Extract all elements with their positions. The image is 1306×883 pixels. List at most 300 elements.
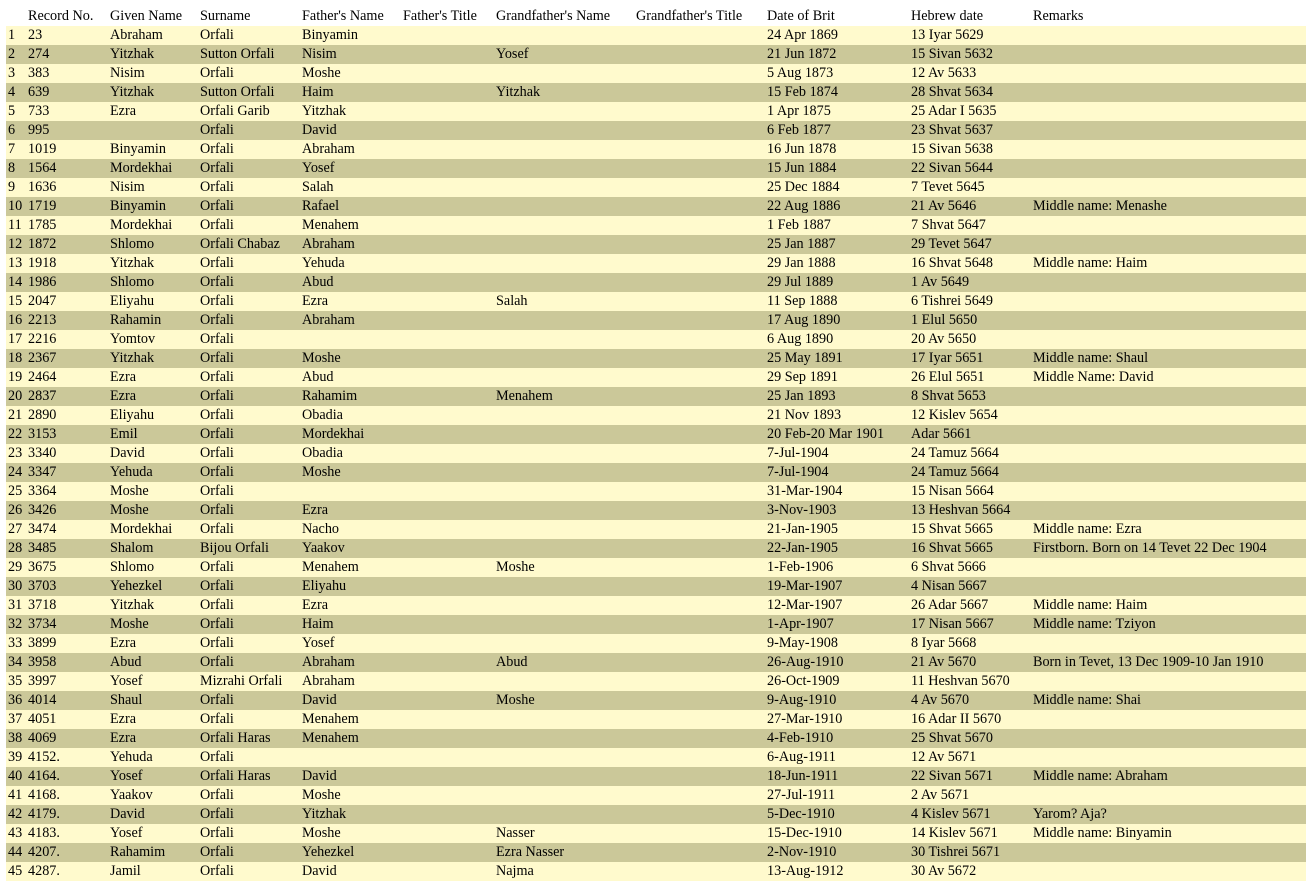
cell-row-index: 36	[6, 691, 26, 710]
cell-fathers-title	[401, 178, 494, 197]
cell-date-of-brit: 1-Apr-1907	[765, 615, 909, 634]
cell-date-of-brit: 1 Apr 1875	[765, 102, 909, 121]
cell-fathers-name: Moshe	[300, 786, 401, 805]
cell-date-of-brit: 6 Feb 1877	[765, 121, 909, 140]
cell-grandfathers-name	[494, 197, 634, 216]
cell-fathers-name: David	[300, 691, 401, 710]
cell-date-of-brit: 29 Jan 1888	[765, 254, 909, 273]
cell-fathers-title	[401, 748, 494, 767]
cell-grandfathers-title	[634, 691, 765, 710]
table-row	[6, 102, 1306, 121]
cell-hebrew-date: 13 Iyar 5629	[909, 26, 1031, 45]
table-row	[6, 520, 1306, 539]
cell-date-of-brit: 25 May 1891	[765, 349, 909, 368]
cell-surname: Orfali	[198, 311, 300, 330]
cell-given-name: Yehezkel	[108, 577, 198, 596]
cell-row-index: 22	[6, 425, 26, 444]
table-row	[6, 368, 1306, 387]
cell-grandfathers-name: Yitzhak	[494, 83, 634, 102]
cell-given-name: Ezra	[108, 634, 198, 653]
table-row	[6, 805, 1306, 824]
cell-remarks: Middle name: Shaul	[1031, 349, 1306, 368]
cell-grandfathers-name	[494, 596, 634, 615]
table-row	[6, 615, 1306, 634]
cell-hebrew-date: 30 Tishrei 5671	[909, 843, 1031, 862]
cell-hebrew-date: 22 Sivan 5644	[909, 159, 1031, 178]
cell-grandfathers-title	[634, 862, 765, 881]
cell-record-no: 3718	[26, 596, 108, 615]
cell-date-of-brit: 15 Jun 1884	[765, 159, 909, 178]
cell-grandfathers-name	[494, 710, 634, 729]
cell-grandfathers-title	[634, 729, 765, 748]
cell-remarks	[1031, 444, 1306, 463]
cell-fathers-title	[401, 425, 494, 444]
cell-given-name: Shalom	[108, 539, 198, 558]
table-row	[6, 767, 1306, 786]
cell-date-of-brit: 18-Jun-1911	[765, 767, 909, 786]
cell-grandfathers-name	[494, 311, 634, 330]
cell-record-no: 1986	[26, 273, 108, 292]
cell-date-of-brit: 29 Jul 1889	[765, 273, 909, 292]
cell-grandfathers-title	[634, 349, 765, 368]
cell-hebrew-date: 16 Adar II 5670	[909, 710, 1031, 729]
cell-hebrew-date: 7 Tevet 5645	[909, 178, 1031, 197]
table-row	[6, 786, 1306, 805]
cell-fathers-name: Binyamin	[300, 26, 401, 45]
cell-given-name: Emil	[108, 425, 198, 444]
cell-remarks	[1031, 159, 1306, 178]
cell-date-of-brit: 12-Mar-1907	[765, 596, 909, 615]
cell-grandfathers-name	[494, 102, 634, 121]
cell-grandfathers-title	[634, 786, 765, 805]
cell-grandfathers-name: Abud	[494, 653, 634, 672]
cell-grandfathers-title	[634, 444, 765, 463]
column-header-remarks: Remarks	[1031, 6, 1306, 26]
cell-record-no: 1785	[26, 216, 108, 235]
cell-surname: Orfali	[198, 178, 300, 197]
cell-record-no: 1918	[26, 254, 108, 273]
cell-fathers-name: Moshe	[300, 463, 401, 482]
cell-grandfathers-title	[634, 292, 765, 311]
cell-surname: Mizrahi Orfali	[198, 672, 300, 691]
cell-row-index: 38	[6, 729, 26, 748]
table-row	[6, 634, 1306, 653]
cell-grandfathers-title	[634, 520, 765, 539]
cell-fathers-name: Abud	[300, 273, 401, 292]
cell-remarks: Middle name: Ezra	[1031, 520, 1306, 539]
cell-grandfathers-title	[634, 102, 765, 121]
cell-grandfathers-title	[634, 482, 765, 501]
cell-fathers-name: Haim	[300, 83, 401, 102]
cell-grandfathers-title	[634, 178, 765, 197]
cell-surname: Orfali	[198, 843, 300, 862]
cell-given-name: David	[108, 805, 198, 824]
cell-row-index: 34	[6, 653, 26, 672]
cell-hebrew-date: 12 Av 5633	[909, 64, 1031, 83]
cell-grandfathers-title	[634, 634, 765, 653]
cell-record-no: 23	[26, 26, 108, 45]
cell-fathers-name: Abraham	[300, 140, 401, 159]
cell-grandfathers-title	[634, 767, 765, 786]
table-row	[6, 178, 1306, 197]
cell-fathers-name: Yitzhak	[300, 805, 401, 824]
cell-grandfathers-name	[494, 368, 634, 387]
cell-row-index: 45	[6, 862, 26, 881]
cell-record-no: 2047	[26, 292, 108, 311]
cell-grandfathers-name	[494, 254, 634, 273]
cell-record-no: 383	[26, 64, 108, 83]
cell-record-no: 639	[26, 83, 108, 102]
cell-grandfathers-title	[634, 748, 765, 767]
cell-given-name: Nisim	[108, 178, 198, 197]
cell-row-index: 18	[6, 349, 26, 368]
cell-record-no: 4014	[26, 691, 108, 710]
cell-given-name: Eliyahu	[108, 292, 198, 311]
cell-record-no: 3364	[26, 482, 108, 501]
cell-surname: Orfali Garib	[198, 102, 300, 121]
cell-row-index: 43	[6, 824, 26, 843]
cell-date-of-brit: 11 Sep 1888	[765, 292, 909, 311]
cell-given-name: Ezra	[108, 368, 198, 387]
cell-date-of-brit: 21 Nov 1893	[765, 406, 909, 425]
cell-remarks	[1031, 558, 1306, 577]
table-row	[6, 387, 1306, 406]
cell-surname: Bijou Orfali	[198, 539, 300, 558]
cell-record-no: 1019	[26, 140, 108, 159]
cell-fathers-name: Abud	[300, 368, 401, 387]
cell-record-no: 733	[26, 102, 108, 121]
cell-given-name: Shlomo	[108, 273, 198, 292]
cell-grandfathers-title	[634, 653, 765, 672]
cell-surname: Orfali Haras	[198, 767, 300, 786]
cell-hebrew-date: 28 Shvat 5634	[909, 83, 1031, 102]
cell-date-of-brit: 15 Feb 1874	[765, 83, 909, 102]
cell-date-of-brit: 26-Aug-1910	[765, 653, 909, 672]
cell-grandfathers-title	[634, 254, 765, 273]
cell-record-no: 4179.	[26, 805, 108, 824]
cell-surname: Orfali	[198, 273, 300, 292]
cell-remarks	[1031, 786, 1306, 805]
cell-fathers-name: Yehezkel	[300, 843, 401, 862]
cell-hebrew-date: 29 Tevet 5647	[909, 235, 1031, 254]
cell-record-no: 2837	[26, 387, 108, 406]
cell-date-of-brit: 16 Jun 1878	[765, 140, 909, 159]
cell-record-no: 995	[26, 121, 108, 140]
table-row	[6, 311, 1306, 330]
cell-grandfathers-name: Moshe	[494, 691, 634, 710]
cell-surname: Orfali	[198, 26, 300, 45]
cell-row-index: 27	[6, 520, 26, 539]
cell-surname: Orfali	[198, 216, 300, 235]
cell-remarks	[1031, 463, 1306, 482]
cell-surname: Orfali	[198, 577, 300, 596]
cell-fathers-name: Abraham	[300, 235, 401, 254]
cell-row-index: 28	[6, 539, 26, 558]
cell-hebrew-date: 17 Nisan 5667	[909, 615, 1031, 634]
cell-remarks	[1031, 102, 1306, 121]
cell-fathers-title	[401, 83, 494, 102]
cell-remarks: Firstborn. Born on 14 Tevet 22 Dec 1904	[1031, 539, 1306, 558]
cell-given-name: Yehuda	[108, 463, 198, 482]
cell-hebrew-date: 4 Nisan 5667	[909, 577, 1031, 596]
cell-fathers-title	[401, 330, 494, 349]
cell-grandfathers-title	[634, 824, 765, 843]
cell-given-name: Yosef	[108, 767, 198, 786]
cell-fathers-name: Abraham	[300, 311, 401, 330]
cell-grandfathers-title	[634, 672, 765, 691]
cell-grandfathers-title	[634, 615, 765, 634]
cell-surname: Orfali	[198, 349, 300, 368]
cell-grandfathers-name	[494, 786, 634, 805]
cell-fathers-title	[401, 577, 494, 596]
table-row	[6, 862, 1306, 881]
table-row	[6, 501, 1306, 520]
cell-fathers-name: Rahamim	[300, 387, 401, 406]
cell-fathers-title	[401, 159, 494, 178]
cell-given-name: Shaul	[108, 691, 198, 710]
cell-given-name: Moshe	[108, 615, 198, 634]
cell-row-index: 20	[6, 387, 26, 406]
cell-surname: Orfali	[198, 520, 300, 539]
cell-row-index: 23	[6, 444, 26, 463]
cell-remarks	[1031, 45, 1306, 64]
cell-row-index: 8	[6, 159, 26, 178]
table-row	[6, 349, 1306, 368]
cell-date-of-brit: 21-Jan-1905	[765, 520, 909, 539]
cell-surname: Orfali	[198, 64, 300, 83]
cell-fathers-title	[401, 254, 494, 273]
cell-record-no: 1564	[26, 159, 108, 178]
cell-given-name: Nisim	[108, 64, 198, 83]
cell-surname: Orfali	[198, 805, 300, 824]
cell-date-of-brit: 29 Sep 1891	[765, 368, 909, 387]
cell-given-name: Ezra	[108, 387, 198, 406]
cell-remarks	[1031, 26, 1306, 45]
cell-row-index: 3	[6, 64, 26, 83]
cell-grandfathers-title	[634, 805, 765, 824]
cell-row-index: 40	[6, 767, 26, 786]
cell-surname: Orfali	[198, 444, 300, 463]
cell-fathers-title	[401, 102, 494, 121]
cell-grandfathers-title	[634, 273, 765, 292]
cell-hebrew-date: Adar 5661	[909, 425, 1031, 444]
cell-date-of-brit: 13-Aug-1912	[765, 862, 909, 881]
cell-grandfathers-name	[494, 767, 634, 786]
cell-fathers-name: Ezra	[300, 501, 401, 520]
cell-record-no: 3153	[26, 425, 108, 444]
cell-given-name: Eliyahu	[108, 406, 198, 425]
cell-remarks: Middle name: Binyamin	[1031, 824, 1306, 843]
cell-row-index: 41	[6, 786, 26, 805]
column-header-surname: Surname	[198, 6, 300, 26]
cell-hebrew-date: 6 Tishrei 5649	[909, 292, 1031, 311]
cell-hebrew-date: 16 Shvat 5648	[909, 254, 1031, 273]
cell-grandfathers-name	[494, 26, 634, 45]
cell-date-of-brit: 19-Mar-1907	[765, 577, 909, 596]
cell-row-index: 21	[6, 406, 26, 425]
cell-fathers-title	[401, 653, 494, 672]
cell-surname: Orfali	[198, 425, 300, 444]
table-row	[6, 254, 1306, 273]
cell-row-index: 24	[6, 463, 26, 482]
cell-remarks	[1031, 178, 1306, 197]
cell-fathers-name: Moshe	[300, 824, 401, 843]
cell-hebrew-date: 22 Sivan 5671	[909, 767, 1031, 786]
cell-date-of-brit: 31-Mar-1904	[765, 482, 909, 501]
cell-grandfathers-title	[634, 387, 765, 406]
cell-grandfathers-name: Moshe	[494, 558, 634, 577]
table-row	[6, 235, 1306, 254]
cell-fathers-title	[401, 691, 494, 710]
column-header-hebrew-date: Hebrew date	[909, 6, 1031, 26]
cell-remarks	[1031, 216, 1306, 235]
cell-hebrew-date: 15 Sivan 5632	[909, 45, 1031, 64]
cell-record-no: 1719	[26, 197, 108, 216]
records-container	[6, 6, 1306, 881]
cell-record-no: 4051	[26, 710, 108, 729]
cell-row-index: 17	[6, 330, 26, 349]
header-row	[6, 6, 1306, 26]
cell-remarks: Yarom? Aja?	[1031, 805, 1306, 824]
cell-given-name: Yitzhak	[108, 349, 198, 368]
cell-date-of-brit: 7-Jul-1904	[765, 444, 909, 463]
cell-fathers-title	[401, 672, 494, 691]
cell-record-no: 4287.	[26, 862, 108, 881]
cell-grandfathers-name: Najma	[494, 862, 634, 881]
cell-grandfathers-name	[494, 444, 634, 463]
cell-surname: Orfali	[198, 691, 300, 710]
table-row	[6, 596, 1306, 615]
table-row	[6, 444, 1306, 463]
cell-surname: Orfali	[198, 140, 300, 159]
cell-hebrew-date: 24 Tamuz 5664	[909, 444, 1031, 463]
cell-surname: Orfali	[198, 710, 300, 729]
cell-date-of-brit: 1-Feb-1906	[765, 558, 909, 577]
cell-remarks: Middle name: Tziyon	[1031, 615, 1306, 634]
cell-row-index: 42	[6, 805, 26, 824]
cell-fathers-title	[401, 26, 494, 45]
cell-fathers-name: Ezra	[300, 292, 401, 311]
cell-fathers-title	[401, 45, 494, 64]
cell-fathers-title	[401, 539, 494, 558]
cell-given-name: Shlomo	[108, 558, 198, 577]
cell-grandfathers-name	[494, 64, 634, 83]
cell-row-index: 25	[6, 482, 26, 501]
cell-grandfathers-title	[634, 235, 765, 254]
cell-row-index: 29	[6, 558, 26, 577]
cell-row-index: 7	[6, 140, 26, 159]
cell-surname: Orfali	[198, 254, 300, 273]
cell-date-of-brit: 22-Jan-1905	[765, 539, 909, 558]
cell-row-index: 11	[6, 216, 26, 235]
cell-hebrew-date: 15 Nisan 5664	[909, 482, 1031, 501]
cell-date-of-brit: 7-Jul-1904	[765, 463, 909, 482]
table-header	[6, 6, 1306, 26]
cell-given-name: Yitzhak	[108, 45, 198, 64]
table-row	[6, 653, 1306, 672]
cell-hebrew-date: 4 Kislev 5671	[909, 805, 1031, 824]
cell-fathers-title	[401, 292, 494, 311]
cell-fathers-title	[401, 444, 494, 463]
cell-fathers-name: Abraham	[300, 653, 401, 672]
cell-fathers-title	[401, 786, 494, 805]
cell-remarks	[1031, 425, 1306, 444]
cell-grandfathers-name	[494, 634, 634, 653]
cell-given-name: Yosef	[108, 824, 198, 843]
cell-grandfathers-name	[494, 159, 634, 178]
cell-fathers-title	[401, 596, 494, 615]
cell-fathers-title	[401, 843, 494, 862]
cell-fathers-title	[401, 805, 494, 824]
cell-date-of-brit: 5-Dec-1910	[765, 805, 909, 824]
cell-fathers-title	[401, 710, 494, 729]
cell-remarks	[1031, 501, 1306, 520]
cell-record-no: 2213	[26, 311, 108, 330]
cell-fathers-name: David	[300, 862, 401, 881]
cell-fathers-name: Eliyahu	[300, 577, 401, 596]
cell-record-no: 1872	[26, 235, 108, 254]
column-header-date-of-brit: Date of Brit	[765, 6, 909, 26]
cell-surname: Orfali	[198, 824, 300, 843]
cell-grandfathers-name	[494, 748, 634, 767]
cell-date-of-brit: 5 Aug 1873	[765, 64, 909, 83]
cell-grandfathers-name	[494, 216, 634, 235]
cell-grandfathers-title	[634, 577, 765, 596]
cell-date-of-brit: 25 Jan 1893	[765, 387, 909, 406]
cell-fathers-title	[401, 140, 494, 159]
cell-given-name: Yosef	[108, 672, 198, 691]
cell-record-no: 4069	[26, 729, 108, 748]
cell-grandfathers-name	[494, 330, 634, 349]
cell-hebrew-date: 20 Av 5650	[909, 330, 1031, 349]
cell-grandfathers-name: Ezra Nasser	[494, 843, 634, 862]
cell-hebrew-date: 6 Shvat 5666	[909, 558, 1031, 577]
cell-surname: Orfali	[198, 292, 300, 311]
table-row	[6, 748, 1306, 767]
cell-surname: Orfali	[198, 501, 300, 520]
cell-remarks: Middle name: Shai	[1031, 691, 1306, 710]
cell-hebrew-date: 17 Iyar 5651	[909, 349, 1031, 368]
column-header-grandfathers-name: Grandfather's Name	[494, 6, 634, 26]
cell-fathers-name: Menahem	[300, 558, 401, 577]
cell-record-no: 3997	[26, 672, 108, 691]
table-row	[6, 843, 1306, 862]
cell-fathers-name: Menahem	[300, 710, 401, 729]
table-row	[6, 482, 1306, 501]
cell-record-no: 1636	[26, 178, 108, 197]
cell-grandfathers-title	[634, 406, 765, 425]
cell-record-no: 4168.	[26, 786, 108, 805]
cell-hebrew-date: 23 Shvat 5637	[909, 121, 1031, 140]
cell-given-name: Yitzhak	[108, 83, 198, 102]
cell-fathers-title	[401, 634, 494, 653]
cell-fathers-name: Yehuda	[300, 254, 401, 273]
table-row	[6, 140, 1306, 159]
cell-given-name: Abraham	[108, 26, 198, 45]
cell-fathers-title	[401, 216, 494, 235]
cell-fathers-name: Ezra	[300, 596, 401, 615]
cell-grandfathers-title	[634, 710, 765, 729]
cell-surname: Orfali	[198, 121, 300, 140]
cell-row-index: 44	[6, 843, 26, 862]
cell-surname: Orfali	[198, 653, 300, 672]
cell-given-name: Binyamin	[108, 140, 198, 159]
cell-surname: Orfali	[198, 368, 300, 387]
cell-row-index: 2	[6, 45, 26, 64]
cell-row-index: 9	[6, 178, 26, 197]
column-header-fathers-title: Father's Title	[401, 6, 494, 26]
cell-hebrew-date: 12 Av 5671	[909, 748, 1031, 767]
